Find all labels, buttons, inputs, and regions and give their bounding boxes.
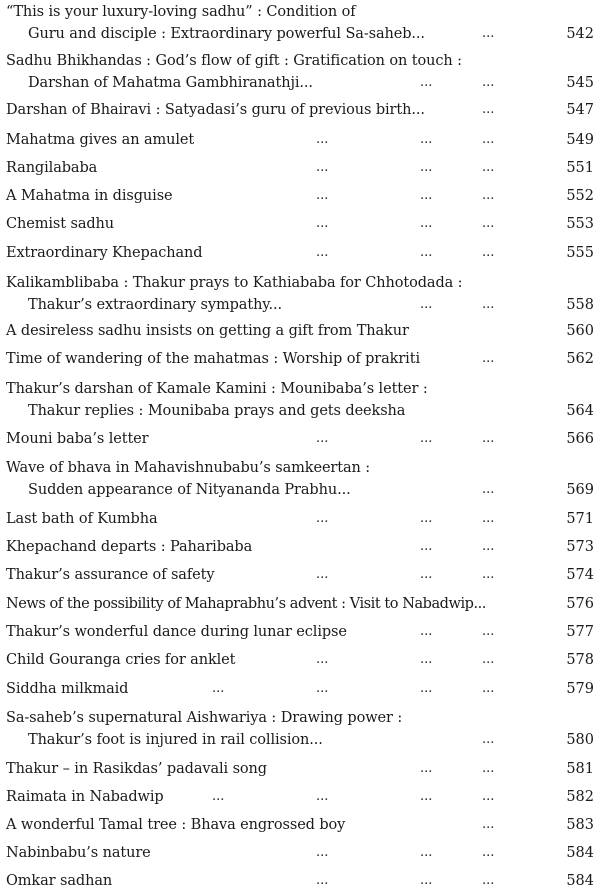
page-number: 577 — [566, 624, 594, 640]
leader-dots: ... — [316, 845, 329, 860]
leader-dots: ... — [482, 216, 495, 231]
toc-entry-title: News of the possibility of Mahaprabhu’s advent : Visit to Nabadwip... — [6, 596, 486, 612]
toc-entry-title: Thakur – in Rasikdas’ padavali song — [6, 761, 267, 777]
leader-dots: ... — [420, 624, 433, 639]
toc-entry — [6, 593, 594, 615]
toc-entry — [6, 1, 594, 45]
leader-dots: ... — [420, 216, 433, 231]
leader-dots: ... — [420, 873, 433, 888]
leader-dots: ... — [482, 351, 495, 366]
leader-dots: ... — [482, 873, 495, 888]
toc-entry — [6, 272, 594, 316]
toc-entry-title-continued: Darshan of Mahatma Gambhiranathji... — [28, 75, 313, 91]
leader-dots: ... — [316, 789, 329, 804]
leader-dots: ... — [482, 245, 495, 260]
page-number: 576 — [566, 596, 594, 612]
leader-dots: ... — [420, 652, 433, 667]
toc-entry — [6, 457, 594, 501]
toc-entry — [6, 378, 594, 422]
leader-dots: ... — [482, 539, 495, 554]
toc-entry — [6, 242, 594, 264]
leader-dots: ... — [316, 188, 329, 203]
toc-entry — [6, 348, 594, 370]
toc-entry-title: A wonderful Tamal tree : Bhava engrossed boy — [6, 817, 346, 833]
toc-entry-title: Wave of bhava in Mahavishnubabu’s samkeertan : — [6, 460, 371, 476]
toc-entry-title: Extraordinary Khepachand — [6, 245, 203, 261]
toc-entry — [6, 870, 594, 892]
leader-dots: ... — [482, 652, 495, 667]
toc-entry — [6, 157, 594, 179]
page-number: 584 — [566, 873, 594, 889]
leader-dots: ... — [420, 188, 433, 203]
toc-entry-title: Thakur’s darshan of Kamale Kamini : Mounibaba’s letter : — [6, 381, 428, 397]
toc-entry-title: Mouni baba’s letter — [6, 431, 149, 447]
toc-entry-title: Mahatma gives an amulet — [6, 132, 195, 148]
toc-entry-title: Darshan of Bhairavi : Satyadasi’s guru of previous birth... — [6, 102, 425, 118]
toc-entry — [6, 536, 594, 558]
leader-dots: ... — [316, 873, 329, 888]
page-number: 564 — [566, 403, 594, 419]
toc-entry — [6, 320, 594, 342]
page-number: 555 — [566, 245, 594, 261]
page-number: 542 — [566, 26, 594, 42]
toc-entry — [6, 50, 594, 94]
page-number: 551 — [566, 160, 594, 176]
leader-dots: ... — [420, 681, 433, 696]
toc-entry-title-continued: Sudden appearance of Nityananda Prabhu... — [28, 482, 351, 498]
leader-dots: ... — [482, 75, 495, 90]
leader-dots: ... — [482, 845, 495, 860]
page-number: 573 — [566, 539, 594, 555]
leader-dots: ... — [420, 845, 433, 860]
leader-dots: ... — [316, 511, 329, 526]
leader-dots: ... — [482, 732, 495, 747]
page-number: 583 — [566, 817, 594, 833]
page-number: 582 — [566, 789, 594, 805]
page-number: 579 — [566, 681, 594, 697]
toc-entry — [6, 786, 594, 808]
page-number: 580 — [566, 732, 594, 748]
page-number: 547 — [566, 102, 594, 118]
leader-dots: ... — [482, 431, 495, 446]
page-number: 574 — [566, 567, 594, 583]
leader-dots: ... — [316, 132, 329, 147]
leader-dots: ... — [316, 160, 329, 175]
leader-dots: ... — [482, 482, 495, 497]
leader-dots: ... — [482, 102, 495, 117]
toc-entry — [6, 99, 594, 121]
page-number: 545 — [566, 75, 594, 91]
leader-dots: ... — [420, 245, 433, 260]
toc-entry-title: Nabinbabu’s nature — [6, 845, 151, 861]
toc-entry-title: Sadhu Bhikhandas : God’s flow of gift : Gratification on touch : — [6, 53, 462, 69]
toc-entry-title-continued: Thakur replies : Mounibaba prays and gets deeksha — [28, 403, 406, 419]
page-number: 578 — [566, 652, 594, 668]
toc-entry — [6, 508, 594, 530]
page-number: 581 — [566, 761, 594, 777]
leader-dots: ... — [420, 297, 433, 312]
toc-entry — [6, 564, 594, 586]
toc-entry-title: A desireless sadhu insists on getting a gift from Thakur — [6, 323, 409, 339]
leader-dots: ... — [316, 431, 329, 446]
leader-dots: ... — [482, 511, 495, 526]
leader-dots: ... — [482, 567, 495, 582]
toc-entry-title: Thakur’s wonderful dance during lunar eclipse — [6, 624, 347, 640]
toc-entry-title: Chemist sadhu — [6, 216, 115, 232]
toc-entry-title: Khepachand departs : Paharibaba — [6, 539, 253, 555]
leader-dots: ... — [482, 188, 495, 203]
page-number: 562 — [566, 351, 594, 367]
leader-dots: ... — [482, 761, 495, 776]
leader-dots: ... — [316, 681, 329, 696]
leader-dots: ... — [420, 567, 433, 582]
page-number: 560 — [566, 323, 594, 339]
leader-dots: ... — [482, 160, 495, 175]
toc-entry — [6, 621, 594, 643]
leader-dots: ... — [482, 789, 495, 804]
page-number: 566 — [566, 431, 594, 447]
leader-dots: ... — [212, 789, 225, 804]
toc-entry — [6, 707, 594, 751]
toc-entry-title: Kalikamblibaba : Thakur prays to Kathiababa for Chhotodada : — [6, 275, 463, 291]
toc-entry-title-continued: Guru and disciple : Extraordinary powerful Sa-saheb... — [28, 26, 425, 42]
toc-entry-title: Sa-saheb’s supernatural Aishwariya : Drawing power : — [6, 710, 403, 726]
leader-dots: ... — [316, 245, 329, 260]
page-number: 558 — [566, 297, 594, 313]
leader-dots: ... — [482, 297, 495, 312]
toc-entry — [6, 129, 594, 151]
toc-entry-title: “This is your luxury-loving sadhu” : Condition of — [6, 4, 356, 20]
toc-entry-title: Rangilababa — [6, 160, 98, 176]
leader-dots: ... — [212, 681, 225, 696]
leader-dots: ... — [420, 511, 433, 526]
toc-entry-title: Omkar sadhan — [6, 873, 113, 889]
leader-dots: ... — [316, 216, 329, 231]
toc-entry — [6, 649, 594, 671]
page-number: 549 — [566, 132, 594, 148]
toc-entry — [6, 428, 594, 450]
toc-entry-title: Raimata in Nabadwip — [6, 789, 164, 805]
leader-dots: ... — [420, 132, 433, 147]
toc-entry-title-continued: Thakur’s foot is injured in rail collision... — [28, 732, 323, 748]
toc-entry-title: Siddha milkmaid — [6, 681, 129, 697]
toc-entry-title: Last bath of Kumbha — [6, 511, 158, 527]
leader-dots: ... — [420, 789, 433, 804]
page-number: 552 — [566, 188, 594, 204]
toc-entry-title-continued: Thakur’s extraordinary sympathy... — [28, 297, 282, 313]
leader-dots: ... — [316, 652, 329, 667]
toc-entry — [6, 185, 594, 207]
toc-entry — [6, 758, 594, 780]
toc-entry-title: Thakur’s assurance of safety — [6, 567, 215, 583]
leader-dots: ... — [482, 681, 495, 696]
toc-entry-title: A Mahatma in disguise — [6, 188, 173, 204]
toc-entry — [6, 678, 594, 700]
page-number: 569 — [566, 482, 594, 498]
leader-dots: ... — [482, 26, 495, 41]
page-number: 553 — [566, 216, 594, 232]
toc-entry — [6, 814, 594, 836]
toc-entry-title: Child Gouranga cries for anklet — [6, 652, 236, 668]
leader-dots: ... — [420, 539, 433, 554]
leader-dots: ... — [420, 160, 433, 175]
leader-dots: ... — [420, 431, 433, 446]
toc-entry-title: Time of wandering of the mahatmas : Worship of prakriti — [6, 351, 420, 367]
toc-entry — [6, 842, 594, 864]
page-number: 571 — [566, 511, 594, 527]
leader-dots: ... — [420, 761, 433, 776]
page-number: 584 — [566, 845, 594, 861]
leader-dots: ... — [316, 567, 329, 582]
leader-dots: ... — [482, 624, 495, 639]
leader-dots: ... — [482, 817, 495, 832]
leader-dots: ... — [420, 75, 433, 90]
leader-dots: ... — [482, 132, 495, 147]
toc-entry — [6, 213, 594, 235]
